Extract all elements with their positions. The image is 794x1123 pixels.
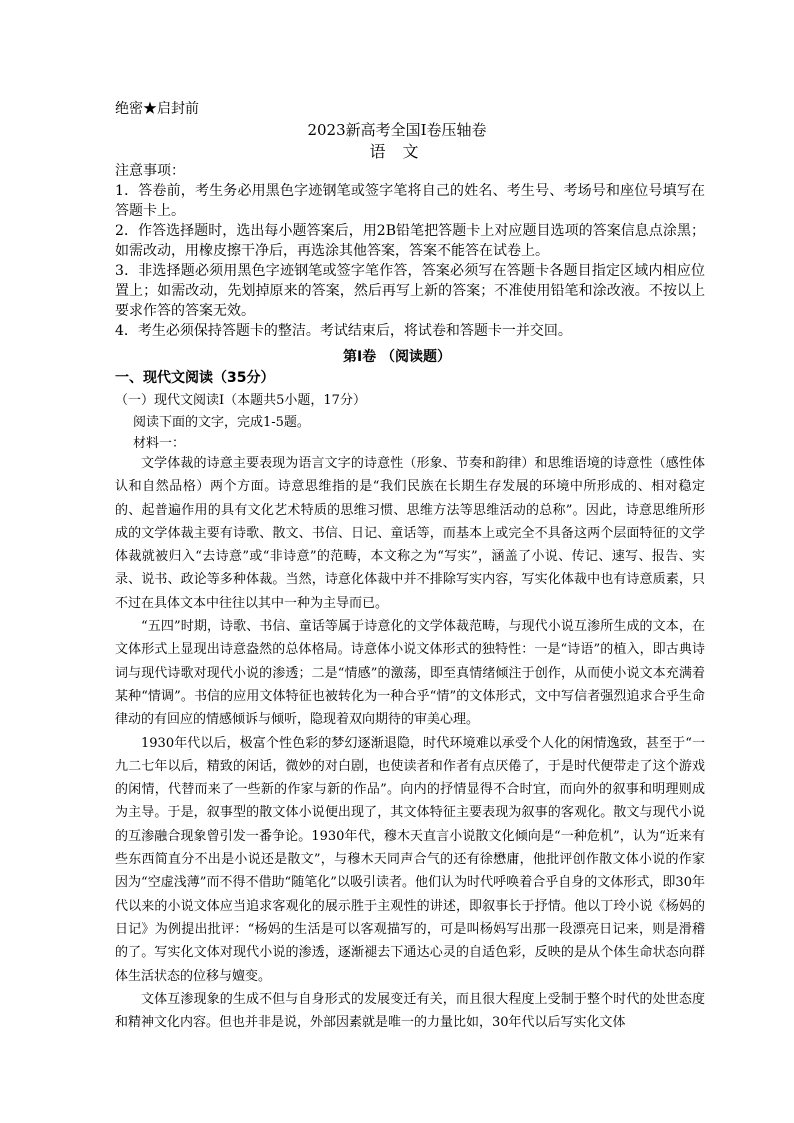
reading-passage: [115, 452, 705, 1034]
subsection-heading: （一）现代文阅读Ⅰ（本题共5小题，17分）: [115, 393, 366, 408]
passage-paragraph: 文体互渗现象的生成不但与自身形式的发展变迁有关，而且很大程度上受制于整个时代的处世态度和精神文化内容。但也并非是说，外部因素就是唯一的力量比如，30年代以后写实化文体: [115, 991, 705, 1031]
subject-title: 语 文: [369, 142, 425, 161]
passage-paragraph: 文学体裁的诗意主要表现为语言文字的诗意性（形象、节奏和韵律）和思维语境的诗意性（感性体认和自然品格）两个方面。诗意思维指的是“我们民族在长期生存发展的环境中所形成的、相对稳定的、起普遍作用的具有文化艺术特质的思维习惯、思维方法等思维活动的总称”。因此，诗意思维所形成的文学体裁主要有诗歌、散文、书信、日记、童话等，而基本上或完全不具备这两个层面特征的文学体裁就被归入“去诗意”或“非诗意”的范畴，本文称之为“写实”，涵盖了小说、传记、速写、报告、实录、说书、政论等多种体裁。当然，诗意化体裁中并不排除写实内容，写实化体裁中也有诗意质素，只不过在具体文本中往往以其中一种为主导而已。: [115, 456, 705, 611]
reading-instruction: 阅读下面的文字，完成1-5题。: [133, 415, 310, 430]
note-item: 4．考生必须保持答题卡的整洁。考试结束后，将试卷和答题卡一并交回。: [115, 323, 572, 339]
section-heading: 一、现代文阅读（35分）: [115, 370, 275, 386]
note-item: 2．作答选择题时，选出每小题答案后，用2B铅笔把答题卡上对应题目选项的答案信息点涂黑；如需改动，用橡皮擦干净后，再选涂其他答案，答案不能答在试卷上。: [115, 223, 705, 259]
note-item: 3．非选择题必须用黑色字迹钢笔或签字笔作答，答案必须写在答题卡各题目指定区域内相应位置上；如需改动，先划掉原来的答案，然后再写上新的答案；不准使用铅笔和涂改液。不按以上要求作答的答案无效。: [115, 263, 705, 319]
passage-paragraph: “五四”时期，诗歌、书信、童话等属于诗意化的文学体裁范畴，与现代小说互渗所生成的文本，在文体形式上显现出诗意盎然的总体格局。诗意体小说文体形式的独特性：一是“诗语”的植入，即古典诗词与现代诗歌对现代小说的渗透；二是“情感”的激荡，即至真情绪倾注于创作，从而使小说文本充满着某种“情调”。书信的应用文体特征也被转化为一种合乎“情”的文体形式，文中写信者强烈追求合乎生命律动的有回应的情感倾诉与倾听，隐现着双向期待的审美心理。: [115, 619, 705, 728]
material-label: 材料一：: [133, 436, 186, 451]
note-item: 1．答卷前，考生务必用黑色字迹钢笔或签字笔将自己的姓名、考生号、考场号和座位号填写在答题卡上。: [115, 183, 705, 219]
part-title: 第Ⅰ卷 （阅读题）: [342, 349, 452, 365]
exam-title: 2023新高考全国Ⅰ卷压轴卷: [307, 121, 487, 139]
passage-paragraph: 1930年代以后，极富个性色彩的梦幻逐渐退隐，时代环境难以承受个人化的闲情逸致，甚至于“一九二七年以后，精致的闲话，微妙的对白剧，也使读者和作者有点厌倦了，于是时代便带走了这个游戏的闲情，代替而来了一些新的作家与新的作品”。向内的抒情显得不合时宜，而向外的叙事和明理则成为主导。于是，叙事型的散文体小说便出现了，其文体特征主要表现为叙事的客观化。散文与现代小说的互渗融合现象曾引发一番争论。1930年代，穆木天直言小说散文化倾向是“一种危机”，认为“近来有些东西简直分不出是小说还是散文”，与穆木天同声合气的还有徐懋庸，他批评创作散文体小说的作家因为“空虚浅薄”而不得不借助“随笔化”以吸引读者。他们认为时代呼唤着合乎自身的文体形式，即30年代以来的小说文体应当追求客观化的展示胜于主观性的讲述，即叙事长于抒情。他以丁玲小说《杨妈的日记》为例提出批评：“杨妈的生活是可以客观描写的，可是叫杨妈写出那一段漂亮日记来，则是滑稽的了。写实化文体对现代小说的渗透，逐渐褪去下通达心灵的自适色彩，反映的是从个体生命状态向群体生活状态的位移与嬗变。: [115, 735, 705, 984]
secret-mark: 绝密★启封前: [115, 101, 199, 117]
notes-block: [115, 161, 705, 341]
notes-heading: 注意事项：: [115, 163, 185, 179]
